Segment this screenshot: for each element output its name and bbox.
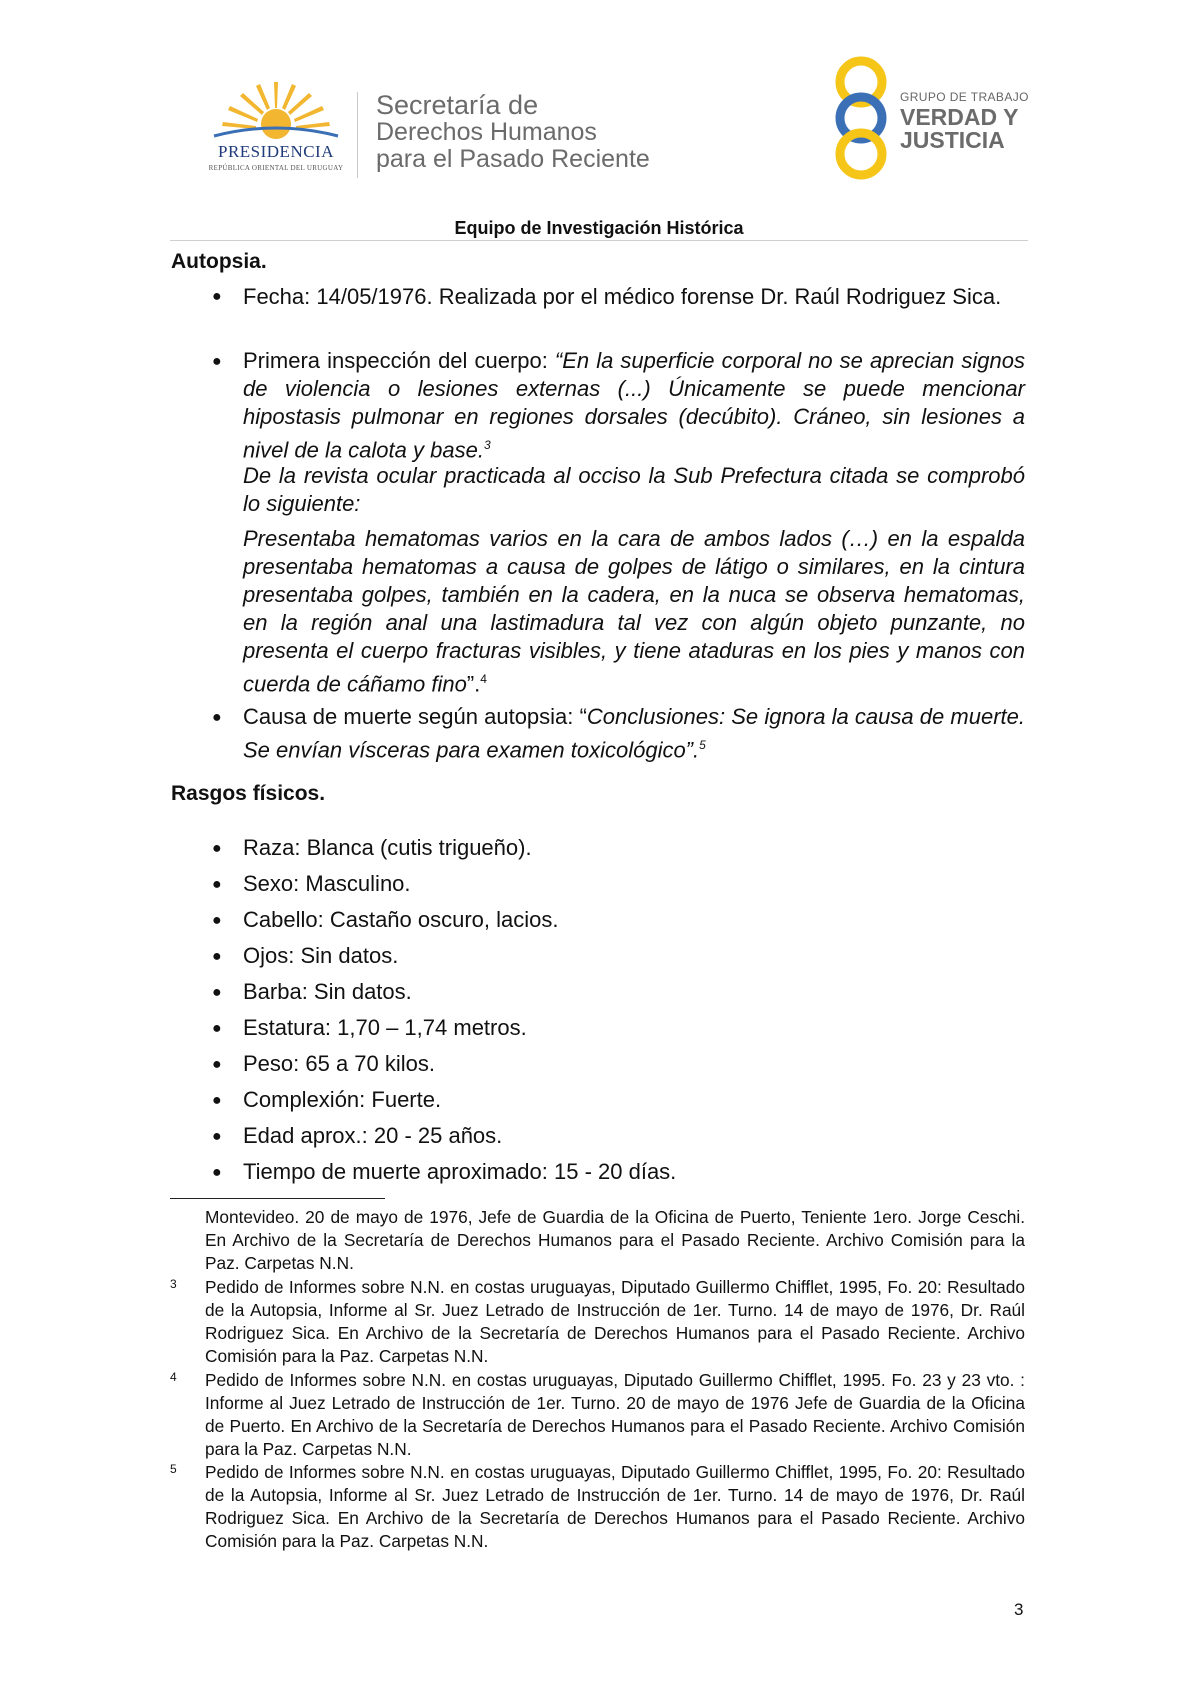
- secretaria-line-1: Secretaría de: [376, 90, 539, 120]
- bullet-icon: ●: [212, 353, 222, 370]
- rasgos-item: Edad aprox.: 20 - 25 años.: [243, 1123, 503, 1148]
- secretaria-logo: [376, 92, 706, 173]
- logo-divider: [357, 92, 358, 178]
- rasgos-item: Tiempo de muerte aproximado: 15 - 20 días.: [243, 1159, 677, 1184]
- presidencia-wordmark: PRESIDENCIA: [217, 142, 334, 161]
- presidencia-subtitle: REPÚBLICA ORIENTAL DEL URUGUAY: [208, 164, 344, 172]
- page-header: [0, 0, 1191, 215]
- rasgos-item: Ojos: Sin datos.: [243, 943, 399, 968]
- autopsia-item-fecha: Fecha: 14/05/1976. Realizada por el médico forense Dr. Raúl Rodriguez Sica.: [243, 284, 1002, 309]
- autopsia-item-inspeccion: [243, 347, 1025, 464]
- bullet-icon: ●: [212, 288, 222, 305]
- rings-icon: [824, 56, 898, 182]
- presidencia-logo: [196, 80, 356, 180]
- hematomas-end: ”.: [466, 671, 481, 697]
- bullet-icon: ●: [212, 1056, 222, 1073]
- footnote-ref-5: 5: [699, 738, 706, 752]
- footnote-separator: [170, 1198, 385, 1199]
- footnote-ref-3: 3: [483, 438, 491, 452]
- secretaria-line-2: Derechos Humanos: [376, 118, 597, 146]
- grupo-label: GRUPO DE TRABAJO: [900, 90, 1029, 104]
- verdad-justicia-logo: [824, 56, 1029, 182]
- autopsia-para-hematomas: [243, 525, 1025, 698]
- causa-lead: Causa de muerte según autopsia: “: [243, 704, 587, 729]
- bullet-icon: ●: [212, 1092, 222, 1109]
- rasgos-title: Rasgos físicos.: [171, 782, 326, 805]
- rasgos-item: Raza: Blanca (cutis trigueño).: [243, 835, 532, 860]
- rasgos-item: Peso: 65 a 70 kilos.: [243, 1051, 436, 1076]
- justicia-label: JUSTICIA: [900, 127, 1005, 153]
- footnote-4: Pedido de Informes sobre N.N. en costas uruguayas, Diputado Guillermo Chifflet, 1995. Fo. 23 y 23 vto. : Informe al Juez Letrado de Instrucción de 1er. Turno. 20 de mayo de 1976 Jefe de Guardia de la Oficina de Puerto. En Archivo de la Secretaría de Derechos Humanos para el Pasado Reciente. Archivo Comisión para la Paz. Carpetas N.N.: [205, 1370, 1025, 1459]
- rasgos-item: Complexión: Fuerte.: [243, 1087, 442, 1112]
- bullet-icon: ●: [212, 1020, 222, 1037]
- verdad-label: VERDAD Y: [900, 104, 1019, 130]
- bullet-icon: ●: [212, 876, 222, 893]
- rasgos-item: Cabello: Castaño oscuro, lacios.: [243, 907, 559, 932]
- autopsia-title: Autopsia.: [171, 250, 267, 273]
- team-heading: Equipo de Investigación Histórica: [454, 218, 744, 238]
- footnote-number-5: 5: [170, 1462, 177, 1476]
- bullet-icon: ●: [212, 709, 222, 726]
- sun-icon: [196, 80, 356, 144]
- rasgos-item: Barba: Sin datos.: [243, 979, 412, 1004]
- secretaria-line-3: para el Pasado Reciente: [376, 145, 650, 173]
- bullet-icon: ●: [212, 1164, 222, 1181]
- bullet-icon: ●: [212, 948, 222, 965]
- bullet-icon: ●: [212, 912, 222, 929]
- hematomas-text: Presentaba hematomas varios en la cara de ambos lados (…) en la espalda presentaba hematomas a causa de golpes de látigo o similares, en la cintura presentaba golpes, también en la cadera, en la nuca se observa hematomas, en la región anal una lastimadura tal vez con algún objeto punzante, no presenta el cuerpo fracturas visibles, y tiene ataduras en los pies y manos con cuerda de cáñamo fino: [243, 526, 1025, 697]
- footnote-number-4: 4: [170, 1370, 177, 1384]
- bullet-icon: ●: [212, 840, 222, 857]
- autopsia-item-causa: [243, 703, 1025, 764]
- rasgos-item: Sexo: Masculino.: [243, 871, 411, 896]
- bullet-icon: ●: [212, 1128, 222, 1145]
- causa-quote: Conclusiones: Se ignora la causa de muerte. Se envían vísceras para examen toxicológico”.: [243, 704, 1026, 763]
- bullet-icon: ●: [212, 984, 222, 1001]
- footnote-continuation: Montevideo. 20 de mayo de 1976, Jefe de Guardia de la Oficina de Puerto, Teniente 1ero. Jorge Ceschi. En Archivo de la Secretaría de Derechos Humanos para el Pasado Reciente. Archivo Comisión para la Paz. Carpetas N.N.: [205, 1207, 1025, 1273]
- footnote-5: Pedido de Informes sobre N.N. en costas uruguayas, Diputado Guillermo Chifflet, 1995, Fo. 20: Resultado de la Autopsia, Informe al Sr. Juez Letrado de Instrucción de 1er. Turno. 14 de mayo de 1976, Dr. Raúl Rodriguez Sica. En Archivo de la Secretaría de Derechos Humanos para el Pasado Reciente. Archivo Comisión para la Paz. Carpetas N.N.: [205, 1462, 1025, 1551]
- footnote-number-3: 3: [170, 1277, 177, 1291]
- footnote-ref-4: 4: [480, 672, 487, 686]
- footnote-3: Pedido de Informes sobre N.N. en costas uruguayas, Diputado Guillermo Chifflet, 1995, Fo. 20: Resultado de la Autopsia, Informe al Sr. Juez Letrado de Instrucción de 1er. Turno. 14 de mayo de 1976, Dr. Raúl Rodriguez Sica. En Archivo de la Secretaría de Derechos Humanos para el Pasado Reciente. Archivo Comisión para la Paz. Carpetas N.N.: [205, 1277, 1025, 1366]
- page-number: 3: [1014, 1600, 1024, 1619]
- header-rule: [170, 240, 1028, 241]
- autopsia-para-revista: De la revista ocular practicada al occiso la Sub Prefectura citada se comprobó lo siguiente:: [243, 463, 1025, 516]
- inspeccion-lead: Primera inspección del cuerpo:: [243, 348, 555, 373]
- inspeccion-quote: “En la superficie corporal no se aprecian signos de violencia o lesiones externas (...) Únicamente se puede mencionar hipostasis pulmonar en regiones dorsales (decúbito). Cráneo, sin lesiones a nivel de la calota y base.: [243, 348, 1025, 463]
- rasgos-item: Estatura: 1,70 – 1,74 metros.: [243, 1015, 527, 1040]
